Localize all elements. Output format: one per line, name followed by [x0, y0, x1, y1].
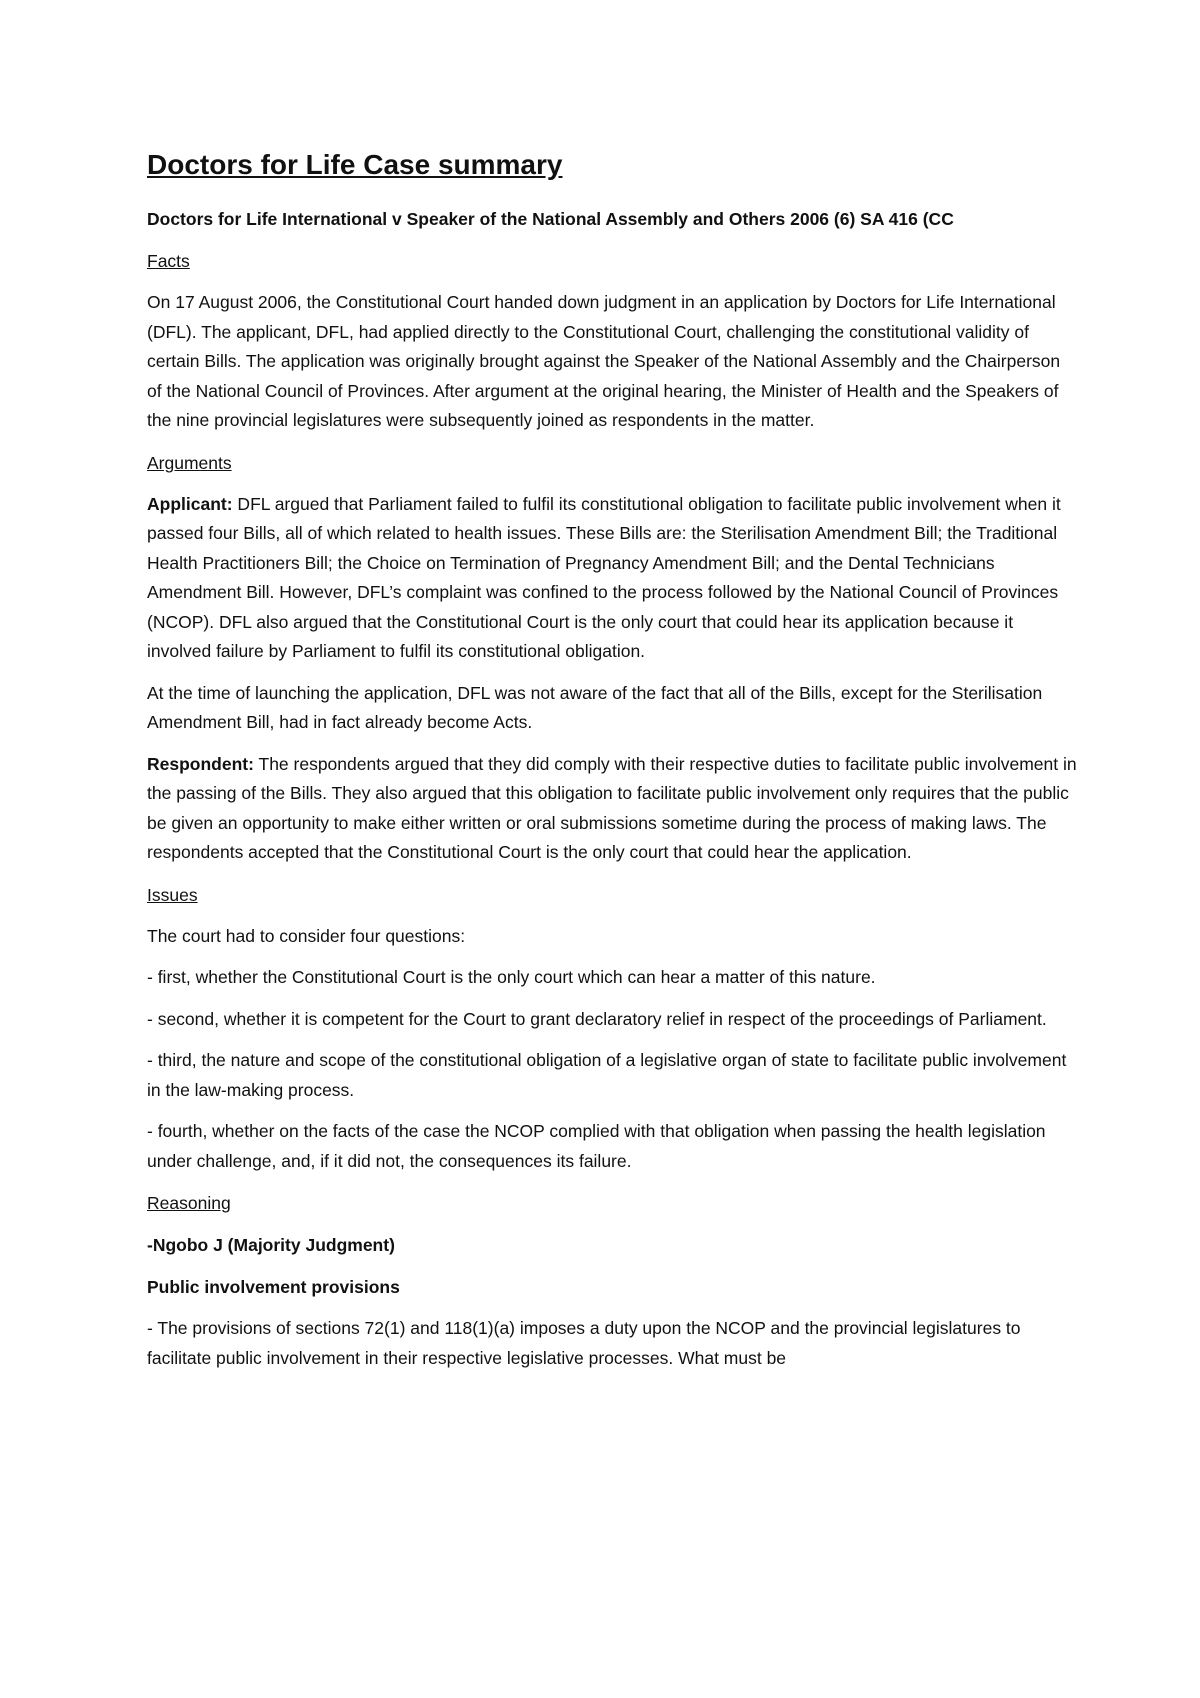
- applicant-label: Applicant:: [147, 493, 233, 514]
- document-content: [147, 148, 1077, 1385]
- respondent-text: The respondents argued that they did comply with their respective duties to facilitate public involvement in the passing of the Bills. They also argued that this obligation to facilitate public involvement only requires that the public be given an opportunity to make either written or oral submissions sometime during the process of making laws. The respondents accepted that the Constitutional Court is the only court that could hear the application.: [147, 753, 1077, 862]
- issue-item: - fourth, whether on the facts of the case the NCOP complied with that obligation when passing the health legislation under challenge, and, if it did not, the consequences its failure.: [147, 1121, 1046, 1171]
- public-involvement-heading: Public involvement provisions: [147, 1277, 400, 1297]
- reasoning-paragraph: - The provisions of sections 72(1) and 118(1)(a) imposes a duty upon the NCOP and the provincial legislatures to facilitate public involvement in their respective legislative processes. What must be: [147, 1318, 1021, 1368]
- respondent-label: Respondent:: [147, 753, 254, 774]
- applicant-paragraph: [147, 490, 1077, 667]
- issue-item: - second, whether it is competent for the Court to grant declaratory relief in respect of the proceedings of Parliament.: [147, 1008, 1047, 1029]
- section-heading-reasoning: Reasoning: [147, 1193, 231, 1213]
- issue-item: - third, the nature and scope of the constitutional obligation of a legislative organ of state to facilitate public involvement in the law-making process.: [147, 1050, 1067, 1100]
- case-citation: Doctors for Life International v Speaker of the National Assembly and Others 2006 (6) SA 416 (CC: [147, 209, 954, 229]
- section-heading-facts: Facts: [147, 251, 190, 271]
- section-heading-arguments: Arguments: [147, 452, 232, 473]
- launch-paragraph: At the time of launching the application, DFL was not aware of the fact that all of the Bills, except for the Sterilisation Amendment Bill, had in fact already become Acts.: [147, 682, 1043, 732]
- respondent-paragraph: [147, 750, 1077, 868]
- document-title: Doctors for Life Case summary: [147, 149, 563, 180]
- section-heading-issues: Issues: [147, 884, 198, 905]
- issues-intro: The court had to consider four questions:: [147, 925, 466, 946]
- issue-item: - first, whether the Constitutional Court is the only court which can hear a matter of this nature.: [147, 967, 876, 987]
- applicant-text: DFL argued that Parliament failed to fulfil its constitutional obligation to facilitate public involvement when it passed four Bills, all of which related to health issues. These Bills are: the Sterilisation Amendment Bill; the Traditional Health Practitioners Bill; the Choice on Termination of Pregnancy Amendment Bill; and the Dental Technicians Amendment Bill. However, DFL’s complaint was confined to the process followed by the National Council of Provinces (NCOP). DFL also argued that the Constitutional Court is the only court that could hear its application because it involved failure by Parliament to fulfil its constitutional obligation.: [147, 493, 1061, 661]
- judge-heading: -Ngobo J (Majority Judgment): [147, 1235, 395, 1255]
- facts-paragraph: On 17 August 2006, the Constitutional Court handed down judgment in an application by Doctors for Life International (DFL). The applicant, DFL, had applied directly to the Constitutional Court, challenging the constitutional validity of certain Bills. The application was originally brought against the Speaker of the National Assembly and the Chairperson of the National Council of Provinces. After argument at the original hearing, the Minister of Health and the Speakers of the nine provincial legislatures were subsequently joined as respondents in the matter.: [147, 292, 1061, 430]
